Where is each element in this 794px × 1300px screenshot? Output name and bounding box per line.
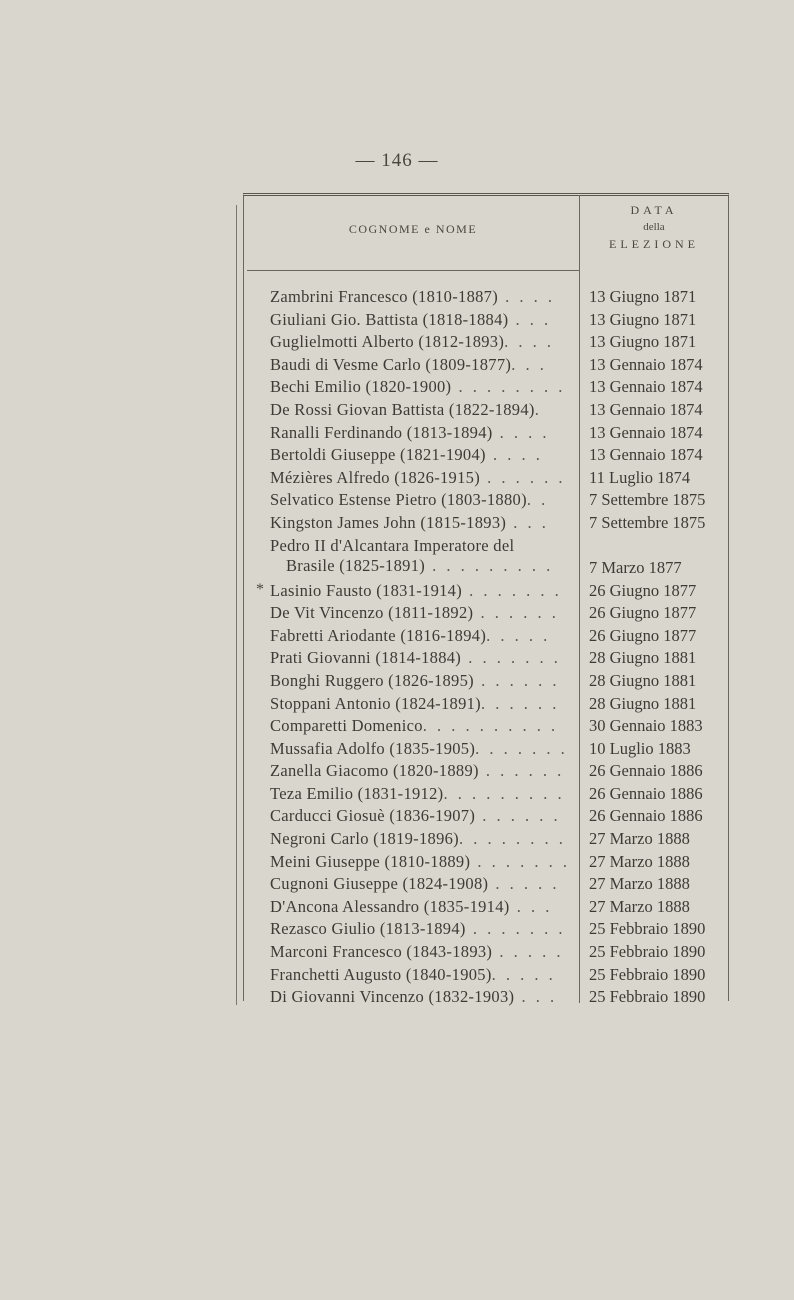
row-leader-dots: . . . . . . bbox=[475, 806, 561, 826]
row-name bbox=[270, 536, 572, 576]
row-election-date: 13 Gennaio 1874 bbox=[589, 377, 703, 397]
row-leader-dots: . . . . . . . bbox=[470, 851, 571, 871]
row-election-date: 26 Giugno 1877 bbox=[589, 603, 697, 623]
row-leader-dots: . . . bbox=[506, 512, 549, 532]
row-election-date: 25 Febbraio 1890 bbox=[589, 987, 706, 1007]
row-name-text: Ranalli Ferdinando (1813-1894) bbox=[270, 422, 493, 442]
table-row bbox=[0, 694, 794, 717]
table-row bbox=[0, 490, 794, 513]
row-name bbox=[270, 919, 572, 939]
row-election-date: 7 Settembre 1875 bbox=[589, 490, 706, 510]
row-name bbox=[270, 445, 572, 465]
row-name-text: Bonghi Ruggero (1826-1895) bbox=[270, 670, 474, 690]
row-name-text: De Rossi Giovan Battista (1822-1894) bbox=[270, 399, 535, 419]
row-election-date: 27 Marzo 1888 bbox=[589, 851, 690, 871]
row-leader-dots: . . . bbox=[508, 309, 552, 329]
table-row bbox=[0, 919, 794, 942]
row-name-text: D'Ancona Alessandro (1835-1914) bbox=[270, 896, 510, 916]
row-mark: * bbox=[256, 580, 264, 598]
column-header-date-line1: DATA bbox=[630, 203, 678, 217]
row-election-date: 7 Settembre 1875 bbox=[589, 512, 706, 532]
row-election-date: 25 Febbraio 1890 bbox=[589, 919, 706, 939]
table-row bbox=[0, 897, 794, 920]
row-name bbox=[270, 287, 572, 307]
page-number: — 146 — bbox=[355, 150, 439, 171]
table-row bbox=[0, 445, 794, 468]
row-election-date: 27 Marzo 1888 bbox=[589, 896, 690, 916]
row-election-date: 11 Luglio 1874 bbox=[589, 467, 691, 487]
row-name bbox=[270, 377, 572, 397]
table-row bbox=[0, 716, 794, 739]
row-name-text: Giuliani Gio. Battista (1818-1884) bbox=[270, 309, 509, 329]
row-name-text: Zambrini Francesco (1810-1887) bbox=[270, 287, 499, 306]
row-name bbox=[270, 829, 572, 849]
row-name-text: Meini Giuseppe (1810-1889) bbox=[270, 851, 471, 871]
row-name-text: Teza Emilio (1831-1912) bbox=[270, 783, 444, 803]
row-leader-dots: . . . . . . . . . bbox=[443, 783, 565, 803]
row-name bbox=[270, 581, 572, 601]
row-name-text: Lasinio Fausto (1831-1914) bbox=[270, 580, 463, 600]
row-leader-dots: . . . bbox=[511, 354, 547, 374]
row-name-text: Negroni Carlo (1819-1896) bbox=[270, 829, 459, 849]
row-leader-dots: . bbox=[534, 399, 542, 419]
row-name bbox=[270, 400, 572, 420]
table-row bbox=[0, 468, 794, 491]
row-name bbox=[270, 761, 572, 781]
row-leader-dots: . . . bbox=[514, 987, 558, 1007]
table-row bbox=[0, 423, 794, 446]
table-row bbox=[0, 987, 794, 1010]
row-leader-dots: . . . . . bbox=[492, 942, 564, 962]
row-election-date: 13 Giugno 1871 bbox=[589, 332, 697, 352]
row-election-date: 28 Giugno 1881 bbox=[589, 693, 697, 713]
table-row bbox=[0, 761, 794, 784]
column-header-date-line3: ELEZIONE bbox=[609, 237, 699, 251]
column-header-date bbox=[580, 202, 728, 253]
row-name bbox=[270, 739, 572, 759]
row-name-text: Marconi Francesco (1843-1893) bbox=[270, 942, 493, 962]
row-name bbox=[270, 513, 572, 533]
row-election-date: 26 Giugno 1877 bbox=[589, 580, 697, 600]
row-name-text: Franchetti Augusto (1840-1905) bbox=[270, 964, 492, 984]
row-election-date: 13 Giugno 1871 bbox=[589, 287, 697, 306]
row-name bbox=[270, 626, 572, 646]
row-name-text: Di Giovanni Vincenzo (1832-1903) bbox=[270, 987, 515, 1007]
row-name bbox=[270, 965, 572, 985]
row-name bbox=[270, 806, 572, 826]
row-name bbox=[270, 332, 572, 352]
row-name bbox=[270, 784, 572, 804]
header-rule bbox=[247, 270, 579, 271]
table-row bbox=[0, 806, 794, 829]
row-leader-dots: . . . . . . bbox=[478, 761, 565, 781]
table-row bbox=[0, 829, 794, 852]
table-row bbox=[0, 513, 794, 536]
row-name bbox=[270, 942, 572, 962]
row-election-date: 28 Giugno 1881 bbox=[589, 648, 697, 668]
row-name bbox=[270, 897, 572, 917]
table-row bbox=[0, 332, 794, 355]
row-election-date: 27 Marzo 1888 bbox=[589, 829, 690, 849]
row-leader-dots: . . . . bbox=[498, 287, 556, 306]
row-election-date: 28 Giugno 1881 bbox=[589, 670, 697, 690]
table-row bbox=[0, 310, 794, 333]
table-row bbox=[0, 603, 794, 626]
row-name bbox=[270, 874, 572, 894]
row-election-date: 27 Marzo 1888 bbox=[589, 874, 690, 894]
row-election-date: 10 Luglio 1883 bbox=[589, 738, 691, 758]
row-leader-dots: . . . . . . . bbox=[461, 648, 561, 668]
row-election-date: 25 Febbraio 1890 bbox=[589, 942, 706, 962]
row-leader-dots: . . . . bbox=[485, 445, 543, 465]
row-election-date: 26 Gennaio 1886 bbox=[589, 783, 703, 803]
row-election-date: 13 Gennaio 1874 bbox=[589, 354, 703, 374]
row-name bbox=[270, 987, 572, 1007]
row-name-text: Baudi di Vesme Carlo (1809-1877) bbox=[270, 354, 512, 374]
row-name-text: Fabretti Ariodante (1816-1894) bbox=[270, 625, 487, 645]
row-name-text: Selvatico Estense Pietro (1803-1880) bbox=[270, 490, 527, 510]
row-name-text: Stoppani Antonio (1824-1891) bbox=[270, 693, 481, 713]
row-election-date: 13 Gennaio 1874 bbox=[589, 422, 703, 442]
row-leader-dots: . . . . . . . bbox=[465, 919, 566, 939]
row-leader-dots: . . . bbox=[509, 896, 553, 916]
row-election-date: 7 Marzo 1877 bbox=[589, 557, 682, 577]
column-header-name: COGNOME e NOME bbox=[348, 222, 478, 236]
row-name bbox=[270, 355, 572, 375]
table-row bbox=[0, 581, 794, 604]
column-header-date-line2: della bbox=[643, 221, 665, 233]
row-name-text: Guglielmotti Alberto (1812-1893) bbox=[270, 332, 505, 352]
row-election-date: 25 Febbraio 1890 bbox=[589, 964, 706, 984]
row-election-date: 30 Gennaio 1883 bbox=[589, 716, 703, 736]
row-leader-dots: . . . . . . bbox=[473, 670, 560, 690]
row-name-text: Comparetti Domenico bbox=[270, 716, 423, 736]
row-leader-dots: . . bbox=[526, 490, 549, 510]
row-name-text: Mussafia Adolfo (1835-1905) bbox=[270, 738, 476, 758]
row-election-date: 26 Giugno 1877 bbox=[589, 625, 697, 645]
row-leader-dots: . . . . . . . . . . bbox=[422, 716, 559, 736]
row-name bbox=[270, 648, 572, 668]
row-name-text: Cugnoni Giuseppe (1824-1908) bbox=[270, 874, 489, 894]
row-name-text: Bechi Emilio (1820-1900) bbox=[270, 377, 452, 397]
table-row bbox=[0, 784, 794, 807]
row-leader-dots: . . . . . . bbox=[480, 467, 566, 487]
row-name bbox=[270, 603, 572, 623]
row-name-text: Zanella Giacomo (1820-1889) bbox=[270, 761, 479, 781]
row-leader-dots: . . . . bbox=[504, 332, 555, 352]
row-election-date: 13 Gennaio 1874 bbox=[589, 445, 703, 465]
table-row bbox=[0, 536, 794, 581]
row-name-line2: Brasile (1825-1891) bbox=[286, 555, 426, 575]
row-leader-dots: . . . . . . . . bbox=[458, 829, 566, 849]
row-name bbox=[270, 716, 572, 736]
table-row bbox=[0, 355, 794, 378]
row-leader-dots: . . . . . . . bbox=[462, 580, 562, 600]
table-row bbox=[0, 400, 794, 423]
row-name-text: Carducci Giosuè (1836-1907) bbox=[270, 806, 476, 826]
table-row bbox=[0, 852, 794, 875]
row-leader-dots: . . . . . . . . bbox=[451, 377, 566, 397]
table-row bbox=[0, 648, 794, 671]
row-name-text: Prati Giovanni (1814-1884) bbox=[270, 648, 462, 668]
row-name bbox=[270, 852, 572, 872]
table-row bbox=[0, 739, 794, 762]
row-leader-dots: . . . . bbox=[492, 422, 550, 442]
table-row bbox=[0, 671, 794, 694]
table-row bbox=[0, 377, 794, 400]
row-name bbox=[270, 694, 572, 714]
row-election-date: 26 Gennaio 1886 bbox=[589, 806, 703, 826]
table-row bbox=[0, 287, 794, 310]
row-leader-dots: . . . . . . . . . bbox=[425, 555, 554, 575]
table-row bbox=[0, 874, 794, 897]
row-leader-dots: . . . . . . . bbox=[475, 738, 568, 758]
row-name bbox=[270, 310, 572, 330]
table-row bbox=[0, 965, 794, 988]
row-leader-dots: . . . . . bbox=[488, 874, 560, 894]
row-name bbox=[270, 423, 572, 443]
row-name-text: Rezasco Giulio (1813-1894) bbox=[270, 919, 466, 939]
row-leader-dots: . . . . . bbox=[486, 625, 551, 645]
row-leader-dots: . . . . . . bbox=[473, 603, 559, 623]
row-name-text: Kingston James John (1815-1893) bbox=[270, 512, 507, 532]
row-name bbox=[270, 490, 572, 510]
row-name bbox=[270, 468, 572, 488]
row-election-date: 26 Gennaio 1886 bbox=[589, 761, 703, 781]
row-name-text: De Vit Vincenzo (1811-1892) bbox=[270, 603, 474, 623]
row-name-text: Mézières Alfredo (1826-1915) bbox=[270, 467, 481, 487]
table-body bbox=[0, 287, 794, 1010]
row-leader-dots: . . . . . . bbox=[480, 693, 560, 713]
row-leader-dots: . . . . . bbox=[491, 964, 556, 984]
row-name bbox=[270, 671, 572, 691]
row-name-text: Bertoldi Giuseppe (1821-1904) bbox=[270, 445, 486, 465]
table-row bbox=[0, 626, 794, 649]
row-election-date: 13 Giugno 1871 bbox=[589, 309, 697, 329]
row-name-line1: Pedro II d'Alcantara Imperatore del bbox=[270, 535, 515, 555]
table-row bbox=[0, 942, 794, 965]
row-election-date: 13 Gennaio 1874 bbox=[589, 399, 703, 419]
